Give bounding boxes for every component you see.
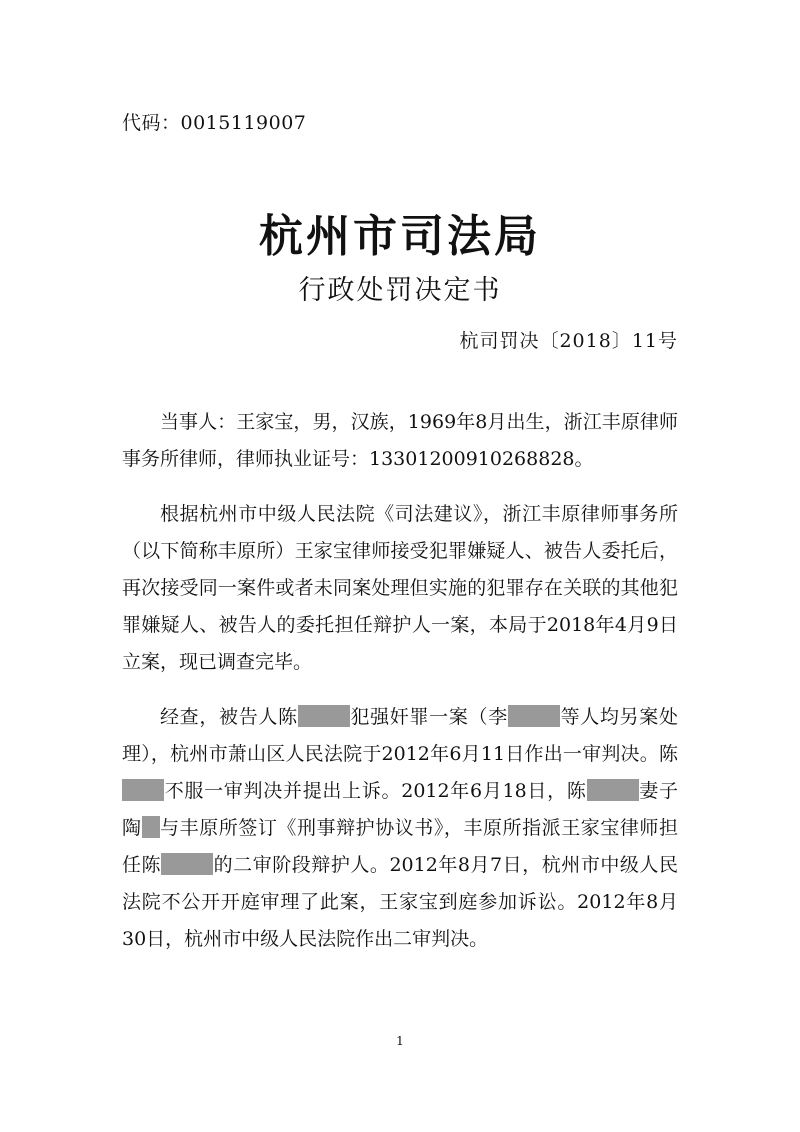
document-subtitle: 行政处罚决定书: [298, 275, 502, 306]
paragraph-findings: [122, 699, 678, 958]
redaction-block: [298, 705, 350, 727]
redaction-block: [587, 779, 639, 801]
document-number: 杭司罚决〔2018〕11号: [459, 330, 678, 352]
page-number: 1: [396, 1034, 404, 1048]
document-code: 代码：0015119007: [122, 112, 307, 134]
redaction-block: [122, 779, 164, 801]
redaction-block: [161, 853, 213, 875]
document-title: 杭州市司法局: [259, 211, 541, 262]
redaction-block: [142, 816, 160, 838]
redaction-block: [508, 705, 560, 727]
findings-text-7: 的二审阶段辩护人。2012年8月7日，杭州市中级人民法院不公开开庭审理了此案，王家宝到庭参加诉讼。2012年8月30日，杭州市中级人民法院作出二审判决。: [122, 854, 678, 950]
findings-text-6: 与丰原所签订《刑事辩护协议书》，丰原所指派王家宝律师担任陈: [122, 817, 678, 876]
paragraph-party: 当事人：王家宝，男，汉族，1969年8月出生，浙江丰原律师事务所律师，律师执业证号：13301200910268828。: [122, 411, 678, 470]
findings-text-3: 等人均另案处理），杭州市萧山区人民法院于2012年6月11日作出一审判决。陈: [122, 706, 678, 765]
paragraph-case-basis: 根据杭州市中级人民法院《司法建议》，浙江丰原律师事务所（以下简称丰原所）王家宝律师接受犯罪嫌疑人、被告人委托后，再次接受同一案件或者未同案处理但实施的犯罪存在关联的其他犯罪嫌疑人、被告人的委托担任辩护人一案，本局于2018年4月9日立案，现已调查完毕。: [122, 503, 678, 673]
document-body: [122, 404, 678, 976]
findings-text-5: 妻子陶: [122, 780, 678, 839]
findings-text-4: 不服一审判决并提出上诉。2012年6月18日，陈: [164, 780, 587, 802]
findings-text-2: 犯强奸罪一案（李: [349, 706, 508, 728]
findings-text-1: 经查，被告人陈: [160, 706, 298, 728]
